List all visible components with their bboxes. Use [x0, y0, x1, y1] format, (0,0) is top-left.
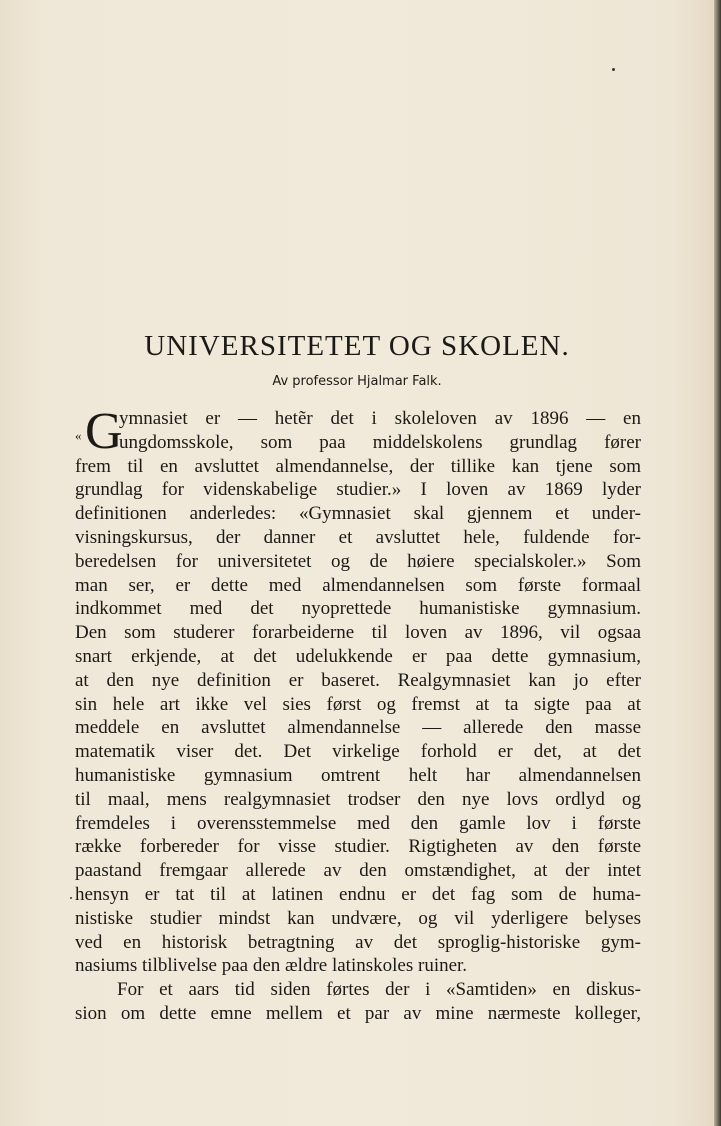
paper-speck: [612, 68, 615, 71]
opening-quote-mark: «: [75, 428, 82, 443]
body-line: meddele en avsluttet almendannelse — allerede den masse: [75, 717, 641, 739]
body-line: snart erkjende, at det udelukkende er paa dette gymnasium,: [75, 645, 641, 667]
article-title: UNIVERSITETET OG SKOLEN.: [144, 330, 570, 362]
paper-speck: [70, 897, 72, 899]
paragraph2-line-2: sion om dette emne mellem et par av mine nærmeste kolleger,: [75, 1002, 641, 1024]
body-line: række forbereder for visse studier. Rigtigheten av den første: [75, 836, 641, 858]
body-line: at den nye definition er baseret. Realgymnasiet kan jo efter: [75, 669, 641, 691]
body-line: hensyn er tat til at latinen endnu er det fag som de huma-: [75, 883, 641, 905]
article-body: [75, 455, 641, 1026]
body-line: indkommet med det nyoprettede humanistiske gymnasium.: [75, 598, 641, 620]
body-line: fremdeles i overensstemmelse med den gamle lov i første: [75, 812, 641, 834]
body-line: matematik viser det. Det virkelige forhold er det, at det: [75, 741, 641, 763]
page-edge-shadow: [714, 0, 721, 1126]
body-line: beredelsen for universitetet og de høiere specialskoler.» Som: [75, 550, 641, 572]
body-line: definitionen anderledes: «Gymnasiet skal gjennem et under-: [75, 503, 641, 525]
body-line: humanistiske gymnasium omtrent helt har almendannelsen: [75, 764, 641, 786]
drop-cap-letter: G: [85, 403, 123, 460]
body-line: paastand fremgaar allerede av den omstændighet, at der intet: [75, 860, 641, 882]
body-line-paragraph-end: nasiums tilblivelse paa den ældre latinskoles ruiner.: [75, 955, 468, 977]
body-line: nistiske studier mindst kan undvære, og vil yderligere belyses: [75, 907, 641, 929]
body-line: visningskursus, der danner et avsluttet hele, fuldende for-: [75, 526, 641, 548]
body-line: sin hele art ikke vel sies først og fremst at ta sigte paa at: [75, 693, 641, 715]
dropcap-line-2: ungdomsskole, som paa middelskolens grundlag fører: [119, 431, 641, 453]
body-line: grundlag for videnskabelige studier.» I loven av 1869 lyder: [75, 479, 641, 501]
body-line: til maal, mens realgymnasiet trodser den nye lovs ordlyd og: [75, 788, 641, 810]
paragraph2-line-1: For et aars tid siden førtes der i «Samtiden» en diskus-: [117, 979, 641, 1001]
dropcap-line-1: ymnasiet er — hetẽr det i skoleloven av 1896 — en: [119, 408, 641, 429]
body-line: frem til en avsluttet almendannelse, der tillike kan tjene som: [75, 455, 641, 477]
opening-paragraph-dropcap: [75, 403, 641, 460]
body-line: Den som studerer forarbeiderne til loven av 1896, vil ogsaa: [75, 622, 641, 644]
body-line: man ser, er dette med almendannelsen som første formaal: [75, 574, 641, 596]
article-byline: Av professor Hjalmar Falk.: [272, 374, 442, 389]
body-line: ved en historisk betragtning av det sproglig-historiske gym-: [75, 931, 641, 953]
